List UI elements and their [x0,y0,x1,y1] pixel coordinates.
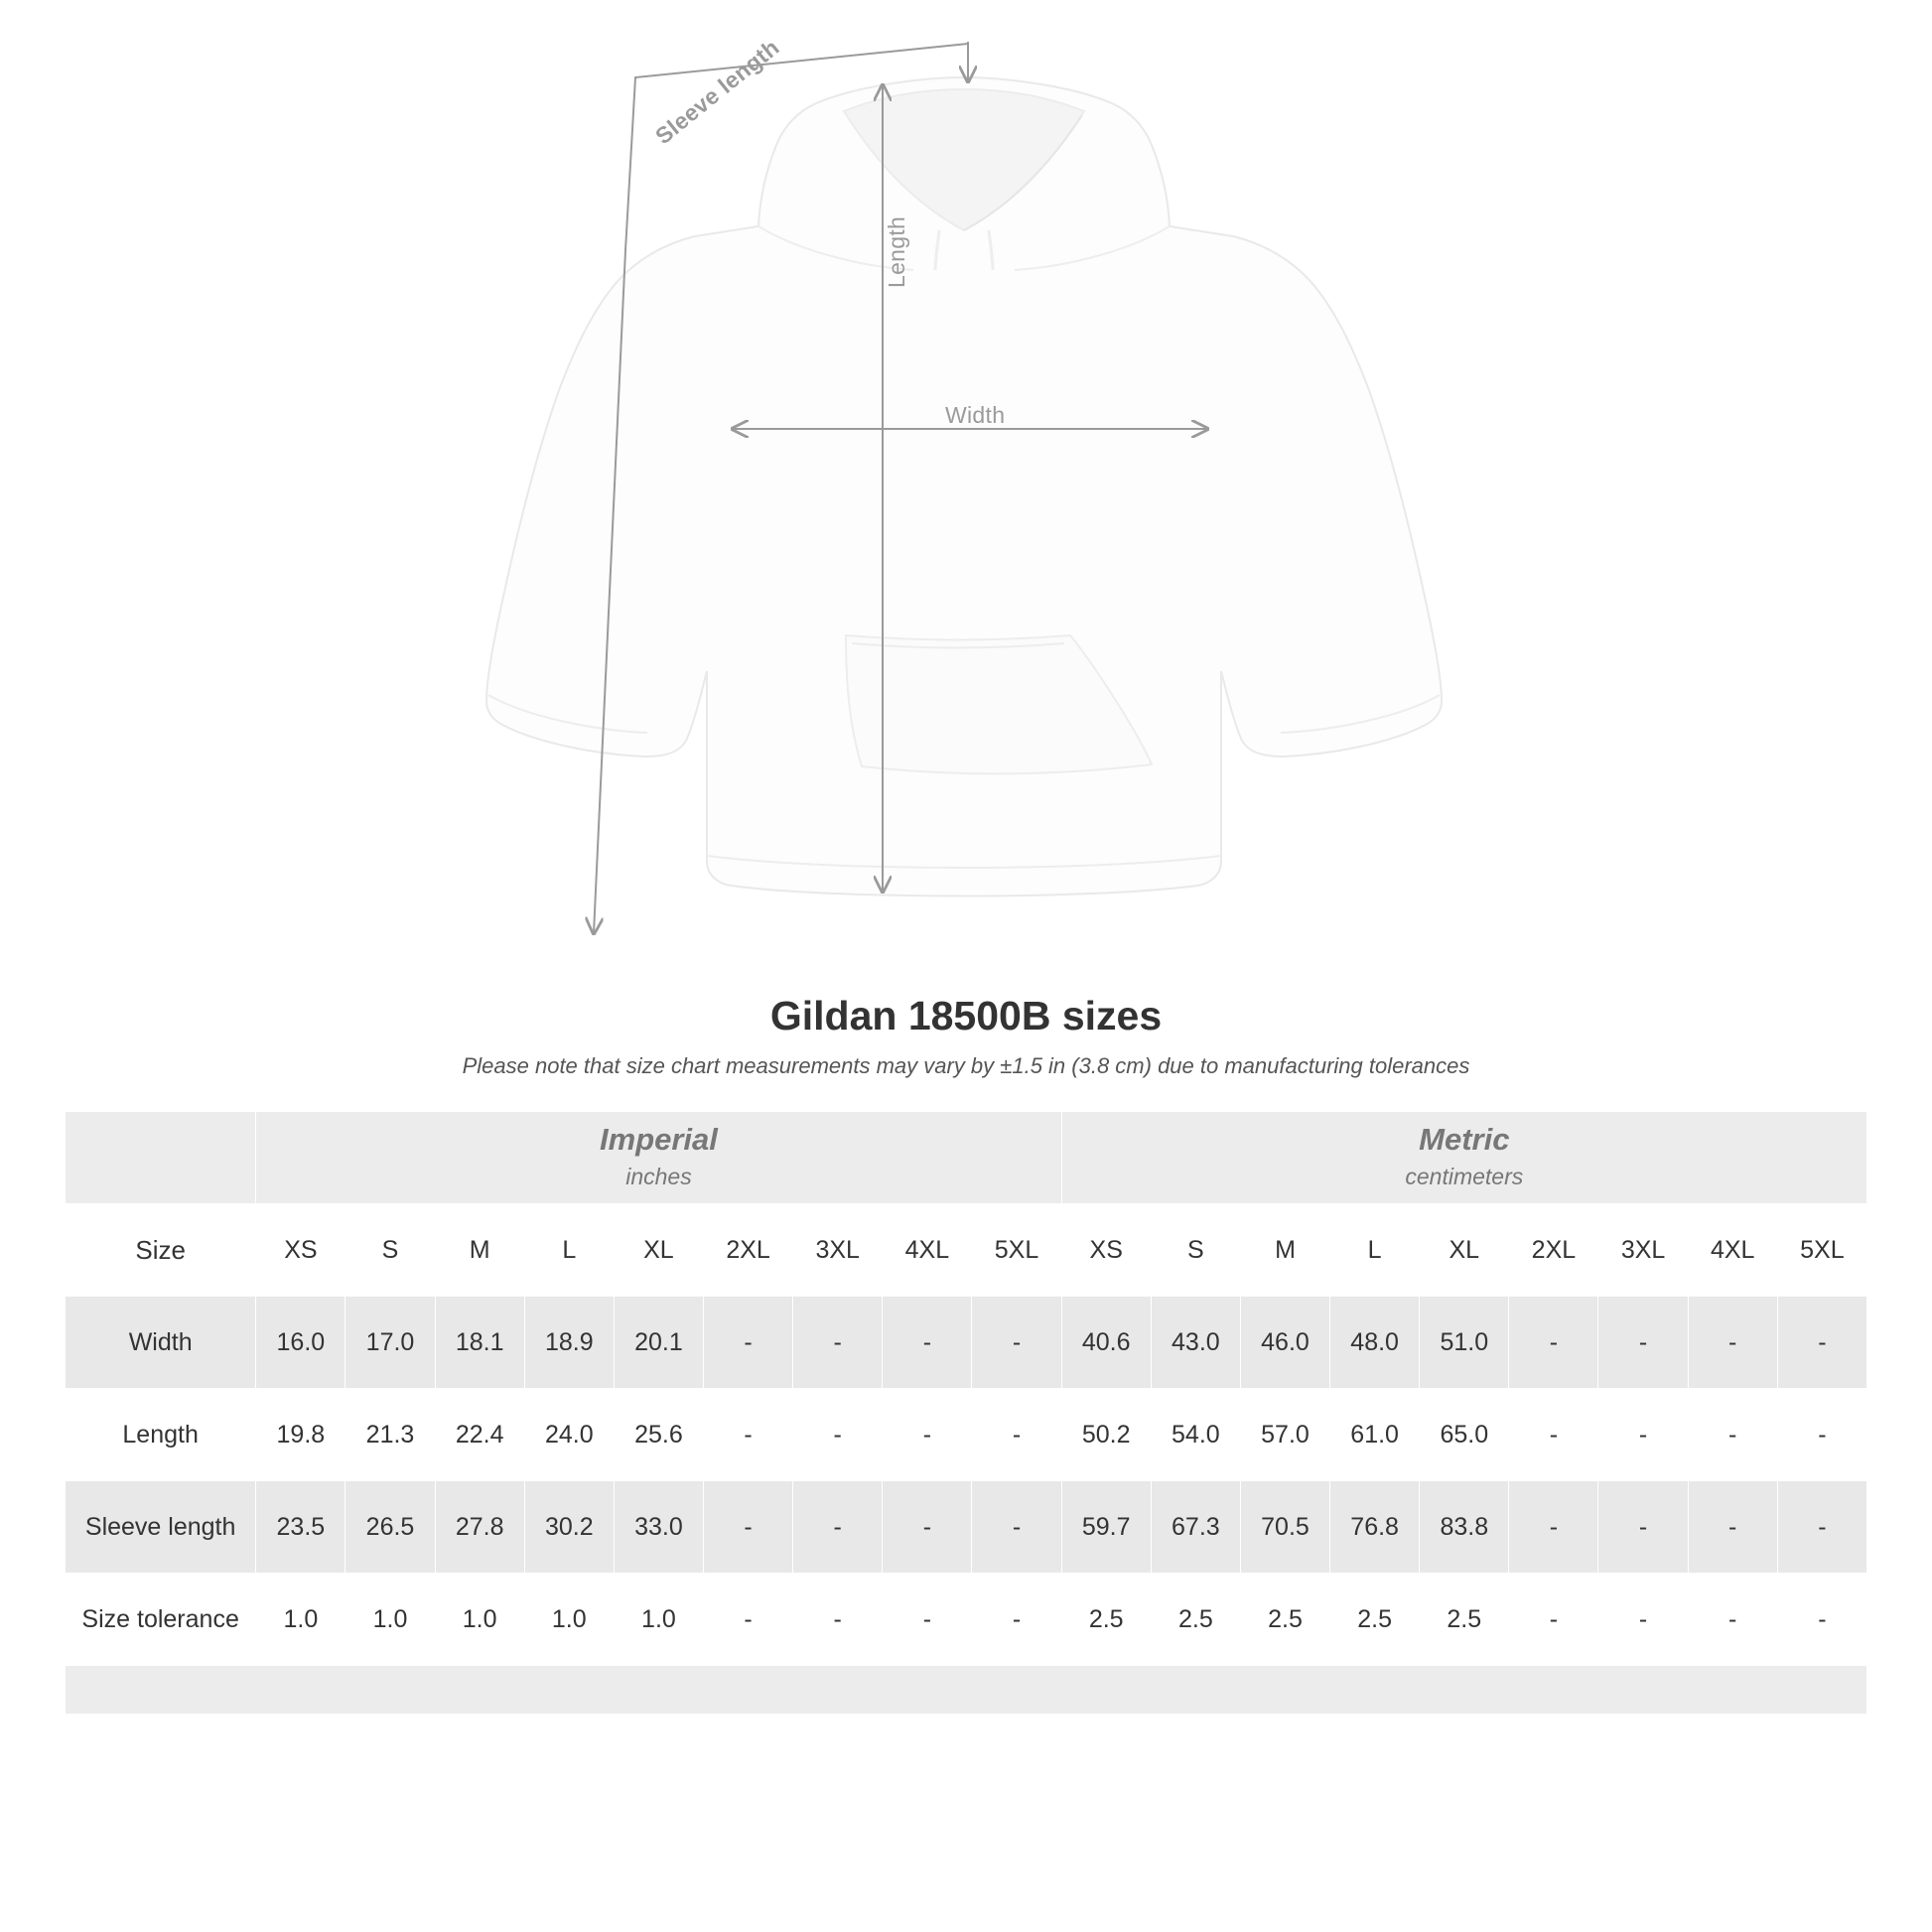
size-table [65,1111,1867,1715]
cell-sleeve-imperial-m: 27.8 [435,1481,524,1574]
cell-tolerance-metric-xl: 2.5 [1420,1574,1509,1666]
cell-width-metric-xl: 51.0 [1420,1297,1509,1389]
row-label-length: Length [66,1389,256,1481]
cell-sleeve-imperial-s: 26.5 [345,1481,435,1574]
table-footer-row [66,1666,1867,1715]
cell-tolerance-imperial-3xl: - [793,1574,883,1666]
cell-length-metric-m: 57.0 [1240,1389,1329,1481]
cell-length-metric-xl: 65.0 [1420,1389,1509,1481]
cell-sleeve-imperial-xl: 33.0 [614,1481,703,1574]
cell-tolerance-imperial-xl: 1.0 [614,1574,703,1666]
cell-width-metric-m: 46.0 [1240,1297,1329,1389]
cell-tolerance-metric-l: 2.5 [1330,1574,1420,1666]
cell-sleeve-imperial-2xl: - [704,1481,793,1574]
cell-length-metric-s: 54.0 [1151,1389,1240,1481]
size-header-imperial-m: M [435,1204,524,1297]
row-label-width: Width [66,1297,256,1389]
row-label-sleeve-length: Sleeve length [66,1481,256,1574]
size-header-imperial-xl: XL [614,1204,703,1297]
table-footer-spacer [66,1666,1867,1715]
cell-tolerance-imperial-s: 1.0 [345,1574,435,1666]
width-label: Width [945,402,1006,428]
size-header-imperial-2xl: 2XL [704,1204,793,1297]
cell-length-metric-3xl: - [1598,1389,1688,1481]
cell-length-imperial-m: 22.4 [435,1389,524,1481]
unit-header-row [66,1112,1867,1204]
cell-width-imperial-xs: 16.0 [256,1297,345,1389]
cell-tolerance-imperial-xs: 1.0 [256,1574,345,1666]
cell-sleeve-imperial-l: 30.2 [524,1481,614,1574]
cell-length-metric-2xl: - [1509,1389,1598,1481]
cell-length-imperial-l: 24.0 [524,1389,614,1481]
table-row [66,1481,1867,1574]
cell-tolerance-metric-5xl: - [1777,1574,1866,1666]
size-header-imperial-l: L [524,1204,614,1297]
size-header-imperial-4xl: 4XL [883,1204,972,1297]
cell-width-imperial-4xl: - [883,1297,972,1389]
cell-sleeve-imperial-3xl: - [793,1481,883,1574]
cell-length-metric-xs: 50.2 [1061,1389,1151,1481]
size-header-metric-l: L [1330,1204,1420,1297]
cell-width-metric-l: 48.0 [1330,1297,1420,1389]
cell-length-metric-l: 61.0 [1330,1389,1420,1481]
size-header-metric-xl: XL [1420,1204,1509,1297]
cell-sleeve-metric-xs: 59.7 [1061,1481,1151,1574]
size-header-imperial-s: S [345,1204,435,1297]
cell-tolerance-imperial-m: 1.0 [435,1574,524,1666]
sleeve-length-label: Sleeve length [650,34,784,150]
size-header-imperial-xs: XS [256,1204,345,1297]
size-header-metric-m: M [1240,1204,1329,1297]
cell-tolerance-imperial-5xl: - [972,1574,1061,1666]
cell-width-imperial-3xl: - [793,1297,883,1389]
unit-header-metric [1061,1112,1866,1204]
cell-tolerance-imperial-l: 1.0 [524,1574,614,1666]
cell-sleeve-imperial-xs: 23.5 [256,1481,345,1574]
size-header-metric-3xl: 3XL [1598,1204,1688,1297]
cell-width-metric-4xl: - [1688,1297,1777,1389]
size-header-imperial-5xl: 5XL [972,1204,1061,1297]
cell-width-imperial-l: 18.9 [524,1297,614,1389]
cell-tolerance-imperial-4xl: - [883,1574,972,1666]
tolerance-note: Please note that size chart measurements may vary by ±1.5 in (3.8 cm) due to manufacturing tolerances [462,1053,1470,1078]
cell-sleeve-metric-xl: 83.8 [1420,1481,1509,1574]
size-header-row [66,1204,1867,1297]
cell-length-imperial-4xl: - [883,1389,972,1481]
size-header-metric-4xl: 4XL [1688,1204,1777,1297]
unit-imperial-sub: inches [625,1164,692,1190]
cell-width-metric-s: 43.0 [1151,1297,1240,1389]
hoodie-shape [486,77,1442,897]
size-header-metric-xs: XS [1061,1204,1151,1297]
cell-length-imperial-2xl: - [704,1389,793,1481]
cell-width-metric-5xl: - [1777,1297,1866,1389]
cell-tolerance-metric-3xl: - [1598,1574,1688,1666]
unit-header-imperial [256,1112,1061,1204]
cell-width-imperial-s: 17.0 [345,1297,435,1389]
unit-metric-title: Metric [1419,1122,1510,1158]
cell-width-metric-3xl: - [1598,1297,1688,1389]
cell-tolerance-metric-xs: 2.5 [1061,1574,1151,1666]
cell-sleeve-metric-5xl: - [1777,1481,1866,1574]
cell-length-metric-5xl: - [1777,1389,1866,1481]
cell-width-imperial-5xl: - [972,1297,1061,1389]
cell-sleeve-metric-l: 76.8 [1330,1481,1420,1574]
cell-sleeve-metric-4xl: - [1688,1481,1777,1574]
cell-length-imperial-xl: 25.6 [614,1389,703,1481]
cell-tolerance-metric-4xl: - [1688,1574,1777,1666]
size-header-metric-s: S [1151,1204,1240,1297]
cell-width-imperial-xl: 20.1 [614,1297,703,1389]
unit-metric-sub: centimeters [1405,1164,1524,1190]
cell-tolerance-metric-s: 2.5 [1151,1574,1240,1666]
cell-tolerance-metric-m: 2.5 [1240,1574,1329,1666]
cell-width-imperial-2xl: - [704,1297,793,1389]
cell-sleeve-metric-2xl: - [1509,1481,1598,1574]
table-row [66,1297,1867,1389]
cell-length-imperial-xs: 19.8 [256,1389,345,1481]
table-row [66,1574,1867,1666]
cell-width-metric-2xl: - [1509,1297,1598,1389]
cell-tolerance-metric-2xl: - [1509,1574,1598,1666]
cell-length-metric-4xl: - [1688,1389,1777,1481]
cell-length-imperial-5xl: - [972,1389,1061,1481]
cell-sleeve-metric-m: 70.5 [1240,1481,1329,1574]
page-title: Gildan 18500B sizes [769,993,1163,1038]
cell-width-metric-xs: 40.6 [1061,1297,1151,1389]
row-label-size-tolerance: Size tolerance [66,1574,256,1666]
length-label: Length [884,215,909,288]
cell-length-imperial-3xl: - [793,1389,883,1481]
cell-tolerance-imperial-2xl: - [704,1574,793,1666]
table-row [66,1389,1867,1481]
cell-sleeve-metric-3xl: - [1598,1481,1688,1574]
size-header-metric-5xl: 5XL [1777,1204,1866,1297]
size-header-metric-2xl: 2XL [1509,1204,1598,1297]
cell-length-imperial-s: 21.3 [345,1389,435,1481]
cell-width-imperial-m: 18.1 [435,1297,524,1389]
cell-sleeve-metric-s: 67.3 [1151,1481,1240,1574]
title-block [0,993,1932,1079]
size-table-wrapper [65,1111,1867,1715]
size-header-label: Size [66,1204,256,1297]
size-header-imperial-3xl: 3XL [793,1204,883,1297]
unit-header-spacer [66,1112,256,1204]
cell-sleeve-imperial-5xl: - [972,1481,1061,1574]
cell-sleeve-imperial-4xl: - [883,1481,972,1574]
unit-imperial-title: Imperial [600,1122,718,1158]
